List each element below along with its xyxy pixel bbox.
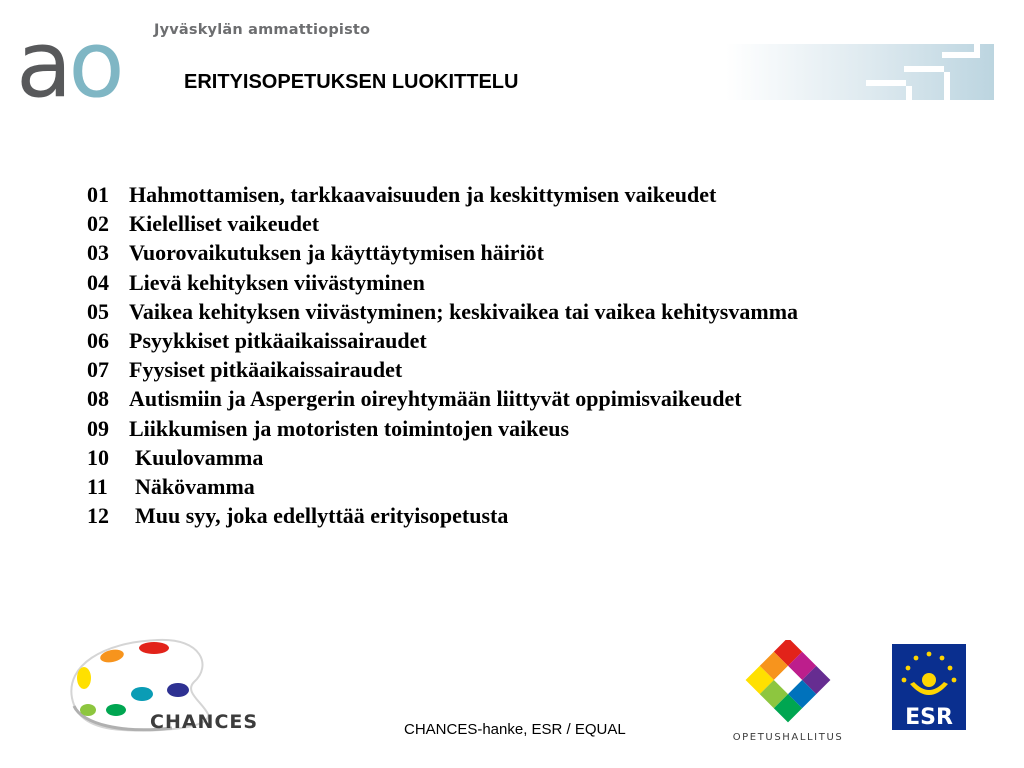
list-item: 04 Lievä kehityksen viivästyminen <box>87 269 425 295</box>
svg-text:CHANCES: CHANCES <box>150 711 259 733</box>
list-item: 10 Kuulovamma <box>87 444 264 470</box>
list-item: 11 Näkövamma <box>87 474 255 500</box>
list-item: 08 Autismiin ja Aspergerin oireyhtymään liittyvät oppimisvaikeudet <box>87 386 742 412</box>
list-item: 06 Psyykkiset pitkäaikaissairaudet <box>87 328 427 354</box>
list-item: 09 Liikkumisen ja motoristen toimintojen vaikeus <box>87 415 570 441</box>
list-item: 07 Fyysiset pitkäaikaissairaudet <box>87 357 403 383</box>
footer-caption: CHANCES-hanke, ESR / EQUAL <box>404 721 626 738</box>
organization-name: Jyväskylän ammattiopisto <box>154 22 371 38</box>
stairs-decoration <box>726 40 994 100</box>
svg-text:OPETUSHALLITUS: OPETUSHALLITUS <box>732 732 844 743</box>
classification-list <box>87 180 798 530</box>
list-item: 01 Hahmottamisen, tarkkaavaisuuden ja keskittymisen vaikeudet <box>87 182 717 207</box>
list-item: 12 Muu syy, joka edellyttää erityisopetusta <box>87 503 509 529</box>
list-item: 05 Vaikea kehityksen viivästyminen; keskivaikea tai vaikea kehitysvamma <box>87 298 799 324</box>
chances-logo <box>62 636 272 736</box>
list-item: 02 Kielelliset vaikeudet <box>87 211 320 237</box>
opetushallitus-logo <box>726 640 850 746</box>
svg-text:ESR: ESR <box>905 705 953 730</box>
svg-text:ao: ao <box>16 26 121 104</box>
list-item: 03 Vuorovaikutuksen ja käyttäytymisen häiriöt <box>87 240 545 266</box>
esr-logo <box>892 644 966 730</box>
ao-logo <box>16 26 134 104</box>
slide-title: ERITYISOPETUKSEN LUOKITTELU <box>184 71 519 93</box>
